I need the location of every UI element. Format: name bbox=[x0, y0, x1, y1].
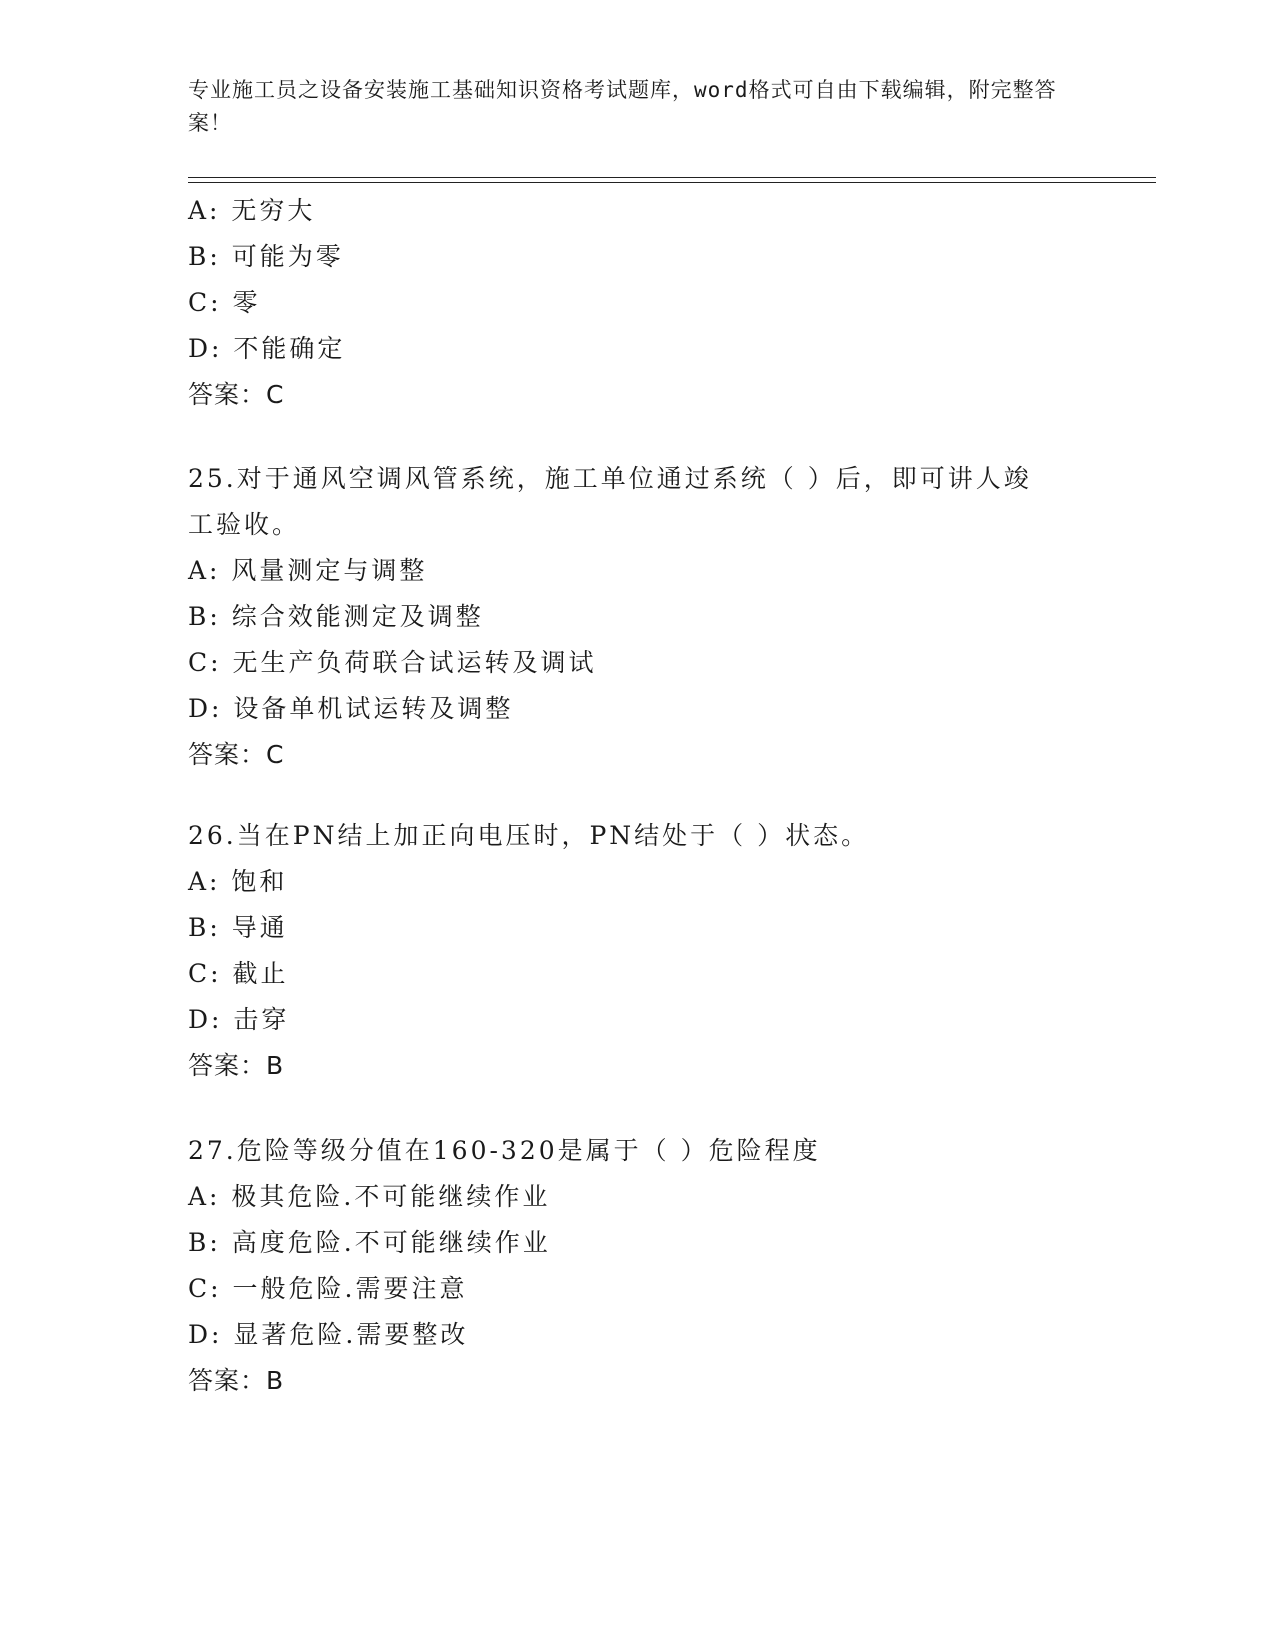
header-divider-bottom bbox=[188, 182, 1156, 183]
question-stem-line1: 27.危险等级分值在160-320是属于（ ）危险程度 bbox=[188, 1136, 821, 1165]
option-b: B: 导通 bbox=[188, 913, 288, 942]
option-b: B: 高度危险.不可能继续作业 bbox=[188, 1228, 551, 1257]
document-intro: 专业施工员之设备安装施工基础知识资格考试题库，word格式可自由下载编辑，附完整答案！ bbox=[188, 78, 1057, 135]
option-c: C: 零 bbox=[188, 288, 261, 317]
question-stem-line1: 25.对于通风空调风管系统，施工单位通过系统（ ）后，即可讲人竣 bbox=[188, 464, 1032, 493]
option-d: D: 显著危险.需要整改 bbox=[188, 1320, 469, 1349]
question-stem-line1: 26.当在PN结上加正向电压时，PN结处于（ ）状态。 bbox=[188, 821, 870, 850]
question-25 bbox=[188, 456, 1088, 778]
question-26 bbox=[188, 813, 1088, 1089]
option-b: B: 综合效能测定及调整 bbox=[188, 602, 484, 631]
option-c: C: 截止 bbox=[188, 959, 289, 988]
header-divider-top bbox=[188, 177, 1156, 178]
option-a: A: 极其危险.不可能继续作业 bbox=[188, 1182, 551, 1211]
answer-line: 答案：B bbox=[188, 1366, 285, 1395]
answer-line: 答案：C bbox=[188, 740, 285, 769]
question-27 bbox=[188, 1128, 1088, 1404]
answer-line: 答案：B bbox=[188, 1051, 285, 1080]
answer-line: 答案：C bbox=[188, 380, 285, 409]
option-a: A: 风量测定与调整 bbox=[188, 556, 428, 585]
option-a: A: 饱和 bbox=[188, 867, 288, 896]
option-a: A: 无穷大 bbox=[188, 196, 316, 225]
question-24-continued bbox=[188, 188, 1088, 418]
option-d: D: 设备单机试运转及调整 bbox=[188, 694, 514, 723]
option-d: D: 不能确定 bbox=[188, 334, 346, 363]
option-c: C: 一般危险.需要注意 bbox=[188, 1274, 468, 1303]
option-b: B: 可能为零 bbox=[188, 242, 344, 271]
option-d: D: 击穿 bbox=[188, 1005, 290, 1034]
option-c: C: 无生产负荷联合试运转及调试 bbox=[188, 648, 597, 677]
question-stem-line2: 工验收。 bbox=[188, 510, 301, 539]
